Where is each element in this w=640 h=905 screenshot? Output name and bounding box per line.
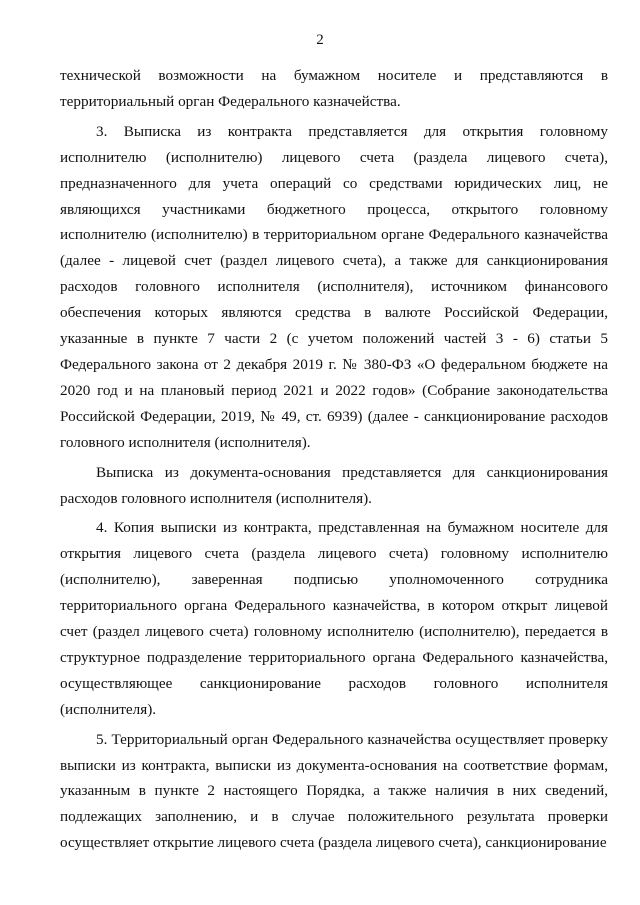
document-body [60, 63, 608, 856]
paragraph-item-5: 5. Территориальный орган Федерального казначейства осуществляет проверку выписки из контракта, выписки из документа-основания на соответствие формам, указанным в пункте 2 настоящего Порядка, а также наличия в них сведений, подлежащих заполнению, и в случае положительного результата проверки осуществляет открытие лицевого счета (раздела лицевого счета), санкционирование [60, 730, 608, 852]
paragraph-continuation: технической возможности на бумажном носителе и представляются в территориальный орган Федерального казначейства. [60, 67, 608, 110]
page-number: 2 [316, 32, 324, 48]
paragraph-document-basis: Выписка из документа-основания представляется для санкционирования расходов головного исполнителя (исполнителя). [60, 463, 608, 507]
paragraph-item-3: 3. Выписка из контракта представляется для открытия головному исполнителю (исполнителю) лицевого счета (раздела лицевого счета), предназначенного для учета операций со средствами юридических лиц, не являющихся участниками бюджетного процесса, открытого головному исполнителю (исполнителю) в территориальном органе Федерального казначейства (далее - лицевой счет (раздел лицевого счета), а также для санкционирования расходов головного исполнителя (исполнителя), источником финансового обеспечения которых являются средства в валюте Российской Федерации, указанные в пункте 7 части 2 (с учетом положений частей 3 - 6) статьи 5 Федерального закона от 2 декабря 2019 г. № 380-ФЗ «О федеральном бюджете на 2020 год и на плановый период 2021 и 2022 годов» (Собрание законодательства Российской Федерации, 2019, № 49, ст. 6939) (далее - санкционирование расходов головного исполнителя (исполнителя). [60, 122, 608, 451]
paragraph-item-4: 4. Копия выписки из контракта, представленная на бумажном носителе для открытия лицевого счета (раздела лицевого счета) головному исполнителю (исполнителю), заверенная подписью уполномоченного сотрудника территориального органа Федерального казначейства, в котором открыт лицевой счет (раздел лицевого счета) головному исполнителю (исполнителю), передается в структурное подразделение территориального органа Федерального казначейства, осуществляющее санкционирование расходов головного исполнителя (исполнителя). [60, 519, 608, 718]
